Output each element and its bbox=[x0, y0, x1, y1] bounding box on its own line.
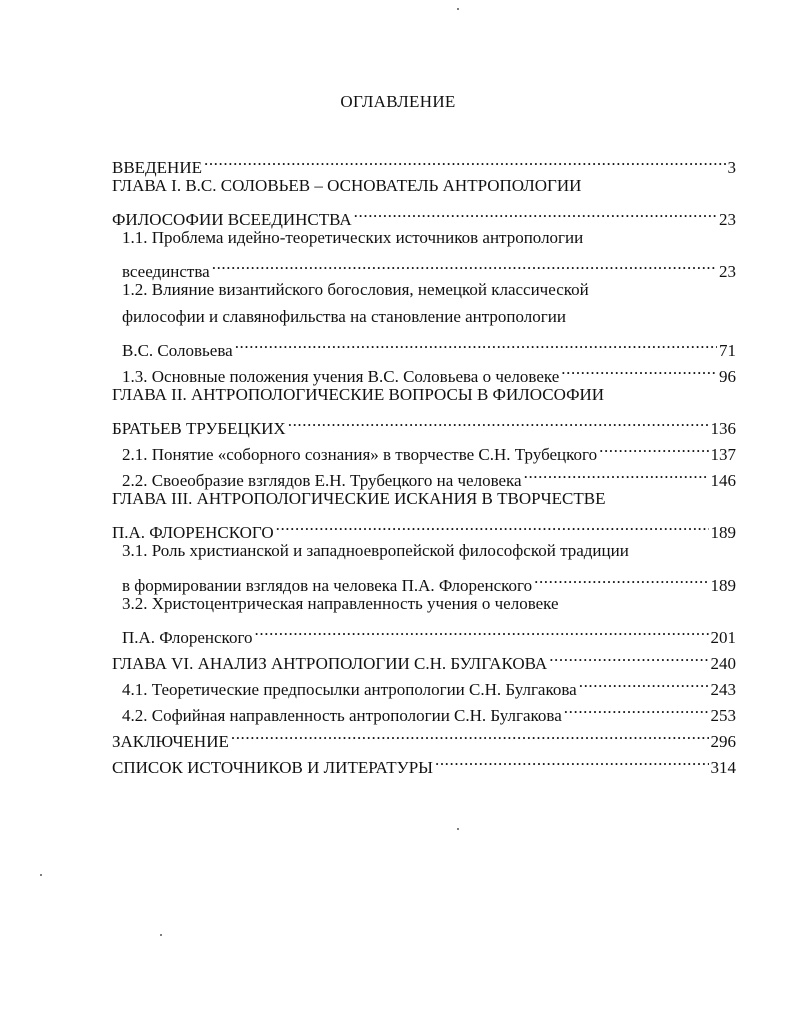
toc-subsection-line bbox=[112, 251, 736, 282]
toc-entry-text: в формировании взглядов на человека П.А. Флоренского bbox=[122, 575, 533, 595]
toc-entry-text: 2.2. Своеобразие взглядов Е.Н. Трубецкого на человека bbox=[122, 471, 522, 491]
scan-speck bbox=[40, 874, 42, 876]
toc-entry-text: 4.1. Теоретические предпосылки антропологии С.Н. Булгакова bbox=[122, 679, 577, 699]
table-of-contents bbox=[112, 147, 736, 778]
toc-page-number: 3 bbox=[727, 158, 736, 178]
toc-entry-text: ЗАКЛЮЧЕНИЕ bbox=[112, 732, 229, 752]
scan-speck bbox=[457, 828, 459, 830]
toc-chapter-line bbox=[112, 486, 736, 512]
scan-speck bbox=[457, 8, 459, 10]
toc-leader-dots bbox=[435, 747, 709, 773]
toc-page-number: 189 bbox=[710, 575, 736, 595]
toc-subsection-line bbox=[112, 538, 736, 564]
toc-page-number: 136 bbox=[710, 419, 736, 439]
toc-page-number: 253 bbox=[710, 706, 736, 726]
toc-entry-text: П.А. ФЛОРЕНСКОГО bbox=[112, 523, 274, 543]
toc-leader-dots bbox=[534, 565, 708, 591]
toc-entry-text: ВВЕДЕНИЕ bbox=[112, 158, 202, 178]
toc-page-number: 137 bbox=[710, 445, 736, 465]
toc-entry-text: ФИЛОСОФИИ ВСЕЕДИНСТВА bbox=[112, 210, 352, 230]
toc-entry-text: 2.1. Понятие «соборного сознания» в творчестве С.Н. Трубецкого bbox=[122, 445, 598, 465]
toc-entry-text: 1.3. Основные положения учения В.С. Соловьева о человеке bbox=[122, 366, 560, 386]
toc-page-number: 201 bbox=[710, 627, 736, 647]
toc-page-number: 23 bbox=[719, 210, 736, 230]
toc-chapter-line bbox=[112, 199, 736, 230]
toc-entry-text: 3.1. Роль христианской и западноевропейской философской традиции bbox=[122, 541, 629, 561]
toc-subsection-line bbox=[112, 277, 736, 303]
toc-leader-dots bbox=[561, 356, 717, 382]
toc-page-number: 296 bbox=[710, 732, 736, 752]
toc-leader-dots bbox=[524, 460, 709, 486]
toc-entry-text: ГЛАВА I. В.С. СОЛОВЬЕВ – ОСНОВАТЕЛЬ АНТРОПОЛОГИИ bbox=[112, 176, 582, 196]
toc-entry-text: 4.2. Софийная направленность антропологии С.Н. Булгакова bbox=[122, 706, 562, 726]
toc-subsection-line bbox=[112, 304, 736, 330]
toc-leader-dots bbox=[579, 669, 709, 695]
toc-leader-dots bbox=[549, 643, 708, 669]
toc-entry-text: философии и славянофильства на становление антропологии bbox=[122, 306, 566, 326]
toc-leader-dots bbox=[255, 617, 709, 643]
toc-entry-text: 3.2. Христоцентрическая направленность учения о человеке bbox=[122, 593, 559, 613]
toc-leader-dots bbox=[212, 251, 717, 277]
toc-chapter-line bbox=[112, 147, 736, 178]
toc-leader-dots bbox=[235, 330, 717, 356]
toc-chapter-line bbox=[112, 382, 736, 408]
toc-entry-text: ГЛАВА II. АНТРОПОЛОГИЧЕСКИЕ ВОПРОСЫ В ФИЛОСОФИИ bbox=[112, 384, 605, 404]
page-title: ОГЛАВЛЕНИЕ bbox=[340, 92, 456, 111]
toc-leader-dots bbox=[231, 721, 709, 747]
toc-subsection-line bbox=[112, 617, 736, 647]
toc-subsection-line bbox=[112, 225, 736, 251]
toc-page-number: 23 bbox=[719, 262, 736, 282]
toc-leader-dots bbox=[564, 695, 709, 721]
toc-entry-text: БРАТЬЕВ ТРУБЕЦКИХ bbox=[112, 419, 286, 439]
toc-subsection-line bbox=[112, 591, 736, 617]
toc-entry-text: СПИСОК ИСТОЧНИКОВ И ЛИТЕРАТУРЫ bbox=[112, 758, 433, 778]
toc-leader-dots bbox=[276, 512, 709, 538]
toc-page-number: 189 bbox=[710, 523, 736, 543]
toc-page-number: 71 bbox=[719, 340, 736, 360]
toc-page-number: 314 bbox=[710, 758, 736, 778]
toc-entry-text: ГЛАВА III. АНТРОПОЛОГИЧЕСКИЕ ИСКАНИЯ В ТВОРЧЕСТВЕ bbox=[112, 489, 606, 509]
toc-leader-dots bbox=[288, 408, 709, 434]
toc-entry-text: В.С. Соловьева bbox=[122, 340, 233, 360]
toc-entry-text: ГЛАВА VI. АНАЛИЗ АНТРОПОЛОГИИ С.Н. БУЛГАКОВА bbox=[112, 653, 548, 673]
toc-entry-text: всеединства bbox=[122, 262, 210, 282]
toc-entry-text: П.А. Флоренского bbox=[122, 627, 253, 647]
toc-chapter-line bbox=[112, 408, 736, 439]
toc-page-number: 146 bbox=[710, 471, 736, 491]
toc-page-number: 96 bbox=[719, 366, 736, 386]
toc-entry-text: 1.1. Проблема идейно-теоретических источников антропологии bbox=[122, 228, 584, 248]
toc-page-number: 240 bbox=[710, 653, 736, 673]
toc-chapter-line bbox=[112, 173, 736, 199]
toc-leader-dots bbox=[599, 434, 708, 460]
scan-speck bbox=[160, 934, 162, 936]
toc-leader-dots bbox=[204, 147, 726, 173]
toc-leader-dots bbox=[354, 199, 717, 225]
toc-subsection-line bbox=[112, 330, 736, 360]
toc-chapter-line bbox=[112, 512, 736, 543]
toc-page-number: 243 bbox=[710, 679, 736, 699]
toc-subsection-line bbox=[112, 565, 736, 595]
toc-entry-text: 1.2. Влияние византийского богословия, немецкой классической bbox=[122, 280, 589, 300]
